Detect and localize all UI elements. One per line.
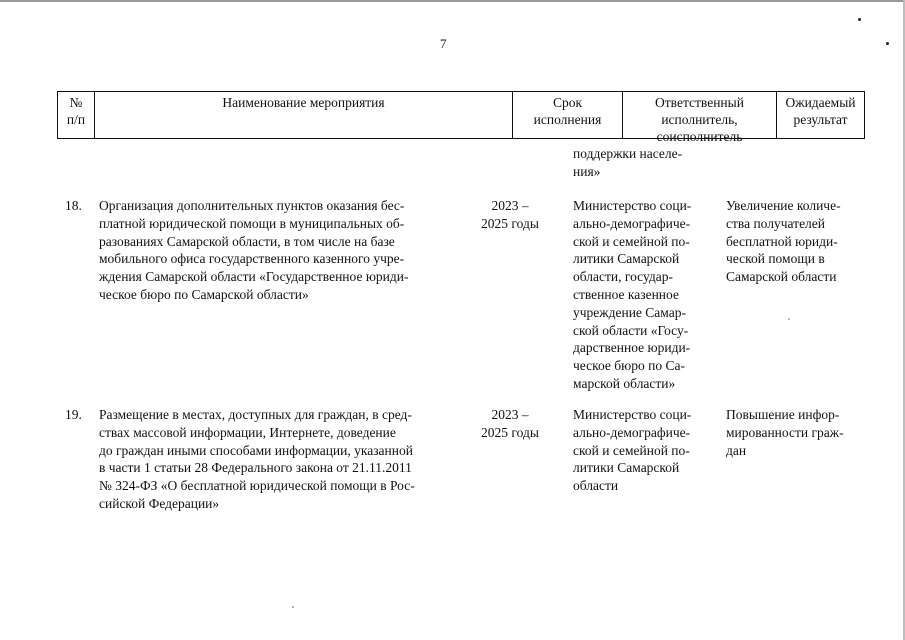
header-term-label: Срок исполнения	[533, 95, 602, 127]
scan-speck	[788, 318, 790, 320]
header-result	[777, 92, 864, 138]
row-18-term: 2023 – 2025 годы	[481, 198, 539, 231]
scan-speck	[858, 18, 861, 21]
header-num	[58, 92, 95, 138]
header-num-label: № п/п	[66, 95, 86, 127]
row-18-num: 18.	[65, 198, 82, 213]
scan-speck	[886, 42, 889, 45]
row-18-name: Организация дополнительных пунктов оказания бес- платной юридической помощи в муниципальных об- разованиях Самарской области, в том числе на базе мобильного офиса государственного казенного учре- ждения Самарской области «Государственное юриди- ческое бюро по Самарской области»	[99, 198, 409, 302]
row-18-result: Увеличение количе- ства получателей бесплатной юриди- ческой помощи в Самарской области	[726, 198, 841, 285]
row-19-term: 2023 – 2025 годы	[481, 407, 539, 440]
row-18-responsible: Министерство соци- ально-демографиче- ской и семейной по- литики Самарской области, государ- ственное казенное учреждение Самар- ской области «Госу- дарственное юриди- ческое бюро по Са- марской области»	[573, 198, 692, 391]
table-header	[57, 91, 865, 144]
continuation-responsible: поддержки населе- ния»	[573, 146, 683, 179]
page-edge-top	[0, 0, 905, 2]
row-19-num: 19.	[65, 407, 82, 422]
header-result-label: Ожидаемый результат	[785, 95, 856, 127]
header-term	[513, 92, 623, 138]
scan-speck	[292, 606, 294, 608]
header-name	[95, 92, 513, 138]
header-responsible-label: Ответственный исполнитель, соисполнитель	[655, 95, 744, 144]
header-name-label: Наименование мероприятия	[222, 95, 385, 110]
row-19-result: Повышение инфор- мированности граж- дан	[726, 407, 844, 458]
row-19-name: Размещение в местах, доступных для граждан, в сред- ствах массовой информации, Интернете, доведение до граждан иными способами информации, указанной в части 1 статьи 28 Федерального закона от 21.11.2011 № 324-ФЗ «О бесплатной юридической помощи в Рос- сийской Федерации»	[99, 407, 415, 511]
header-responsible	[623, 92, 777, 144]
page-number: 7	[440, 36, 447, 51]
row-19-responsible: Министерство соци- ально-демографиче- ской и семейной по- литики Самарской области	[573, 407, 692, 494]
